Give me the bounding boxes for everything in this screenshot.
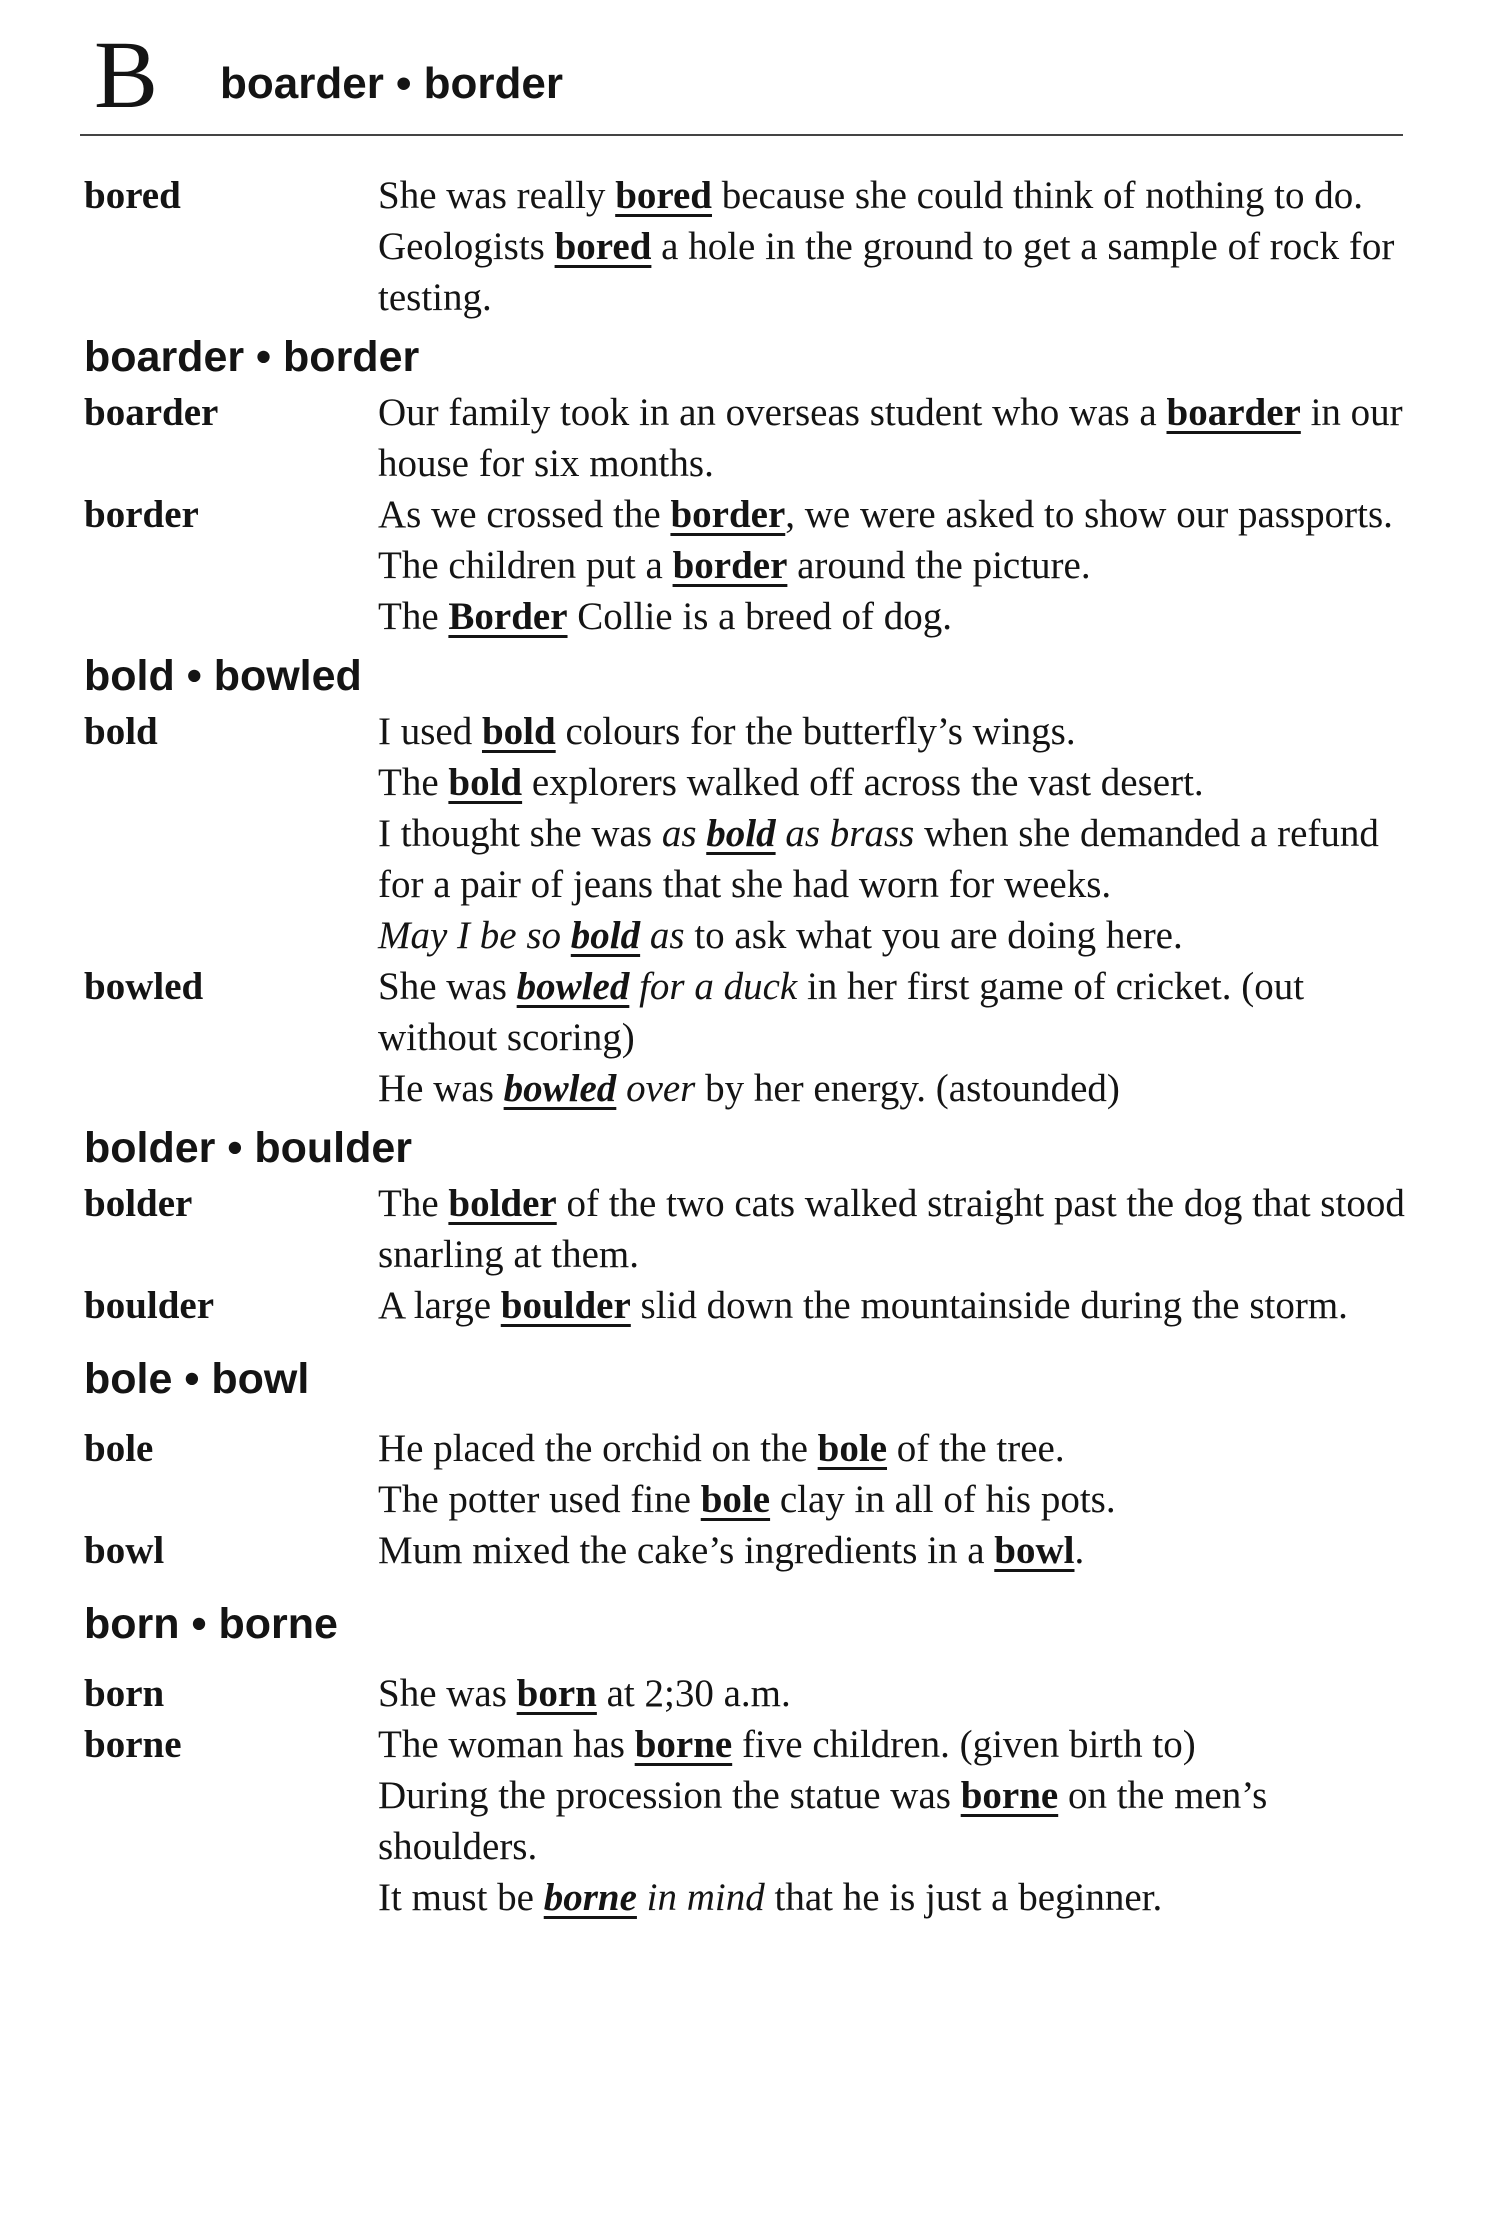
example-sentence — [378, 1280, 1414, 1331]
example-sentence — [378, 757, 1414, 808]
entry-row — [84, 961, 1414, 1114]
sentence-text: , we were asked to show our passports. — [785, 493, 1393, 536]
example-sentences — [378, 1178, 1414, 1280]
headword-highlight: bold — [481, 710, 556, 753]
sentence-text: five children. (given birth to) — [732, 1723, 1196, 1766]
sentence-text: slid down the mountainside during the storm. — [630, 1284, 1348, 1327]
sentence-text: May I be so — [378, 914, 571, 957]
headword-highlight: bored — [554, 225, 652, 268]
sentence-text: The — [378, 595, 449, 638]
sentence-text: that he is just a beginner. — [764, 1876, 1163, 1919]
entry-row — [84, 706, 1414, 961]
sentence-text: She was really — [378, 174, 616, 217]
sentence-text: The — [378, 1182, 449, 1225]
word-group — [84, 170, 1414, 323]
sentence-text: As we crossed the — [378, 493, 671, 536]
word-group — [84, 1120, 1414, 1331]
group-heading: bole • bowl — [84, 1355, 310, 1403]
entry-row — [84, 1280, 1414, 1331]
sentence-text: She was — [378, 1672, 517, 1715]
headword-highlight: bowled — [516, 965, 630, 1008]
sentence-text: During the procession the statue was — [378, 1774, 961, 1817]
sentence-text: He placed the orchid on the — [378, 1427, 818, 1470]
sentence-text: The children put a — [378, 544, 673, 587]
word-group — [84, 648, 1414, 1114]
headword-highlight: borne — [960, 1774, 1059, 1817]
sentence-text: as brass — [775, 812, 915, 855]
headword-highlight: bold — [706, 812, 776, 855]
sentence-text: Mum mixed the cake’s ingredients in a — [378, 1529, 995, 1572]
sentence-text: at 2;30 a.m. — [596, 1672, 791, 1715]
sentence-text: The potter used fine — [378, 1478, 701, 1521]
entry-word: border — [84, 493, 199, 536]
example-sentence — [378, 1872, 1414, 1923]
headword-highlight: Border — [448, 595, 568, 638]
headword-highlight: bowled — [503, 1067, 617, 1110]
sentence-text: Our family took in an overseas student who was a — [378, 391, 1167, 434]
word-group — [84, 1351, 1414, 1576]
sentence-text: It must be — [378, 1876, 544, 1919]
section-letter: B — [94, 21, 159, 128]
entries-content — [84, 170, 1414, 1923]
entry-row — [84, 170, 1414, 323]
sentence-text: by her energy. (astounded) — [695, 1067, 1120, 1110]
page-header — [90, 20, 1405, 130]
example-sentence — [378, 910, 1414, 961]
sentence-text: as — [640, 914, 685, 957]
sentence-text: She was — [378, 965, 517, 1008]
example-sentence — [378, 1770, 1414, 1872]
example-sentences — [378, 1423, 1414, 1525]
entry-word: borne — [84, 1723, 182, 1766]
example-sentence — [378, 1178, 1414, 1280]
group-heading: bold • bowled — [84, 652, 362, 700]
sentence-text: in her first game of cricket. (out without scoring) — [378, 965, 1305, 1059]
header-rule — [80, 134, 1403, 136]
entry-row — [84, 1668, 1414, 1719]
sentence-text: as — [661, 812, 707, 855]
group-heading: boarder • border — [84, 333, 420, 381]
sentence-text: Geologists — [378, 225, 555, 268]
example-sentences — [378, 1525, 1414, 1576]
sentence-text: because she could think of nothing to do. — [711, 174, 1363, 217]
entry-word: bolder — [84, 1182, 193, 1225]
example-sentence — [378, 1668, 1414, 1719]
sentence-text: in mind — [636, 1876, 765, 1919]
headword-highlight: bole — [700, 1478, 771, 1521]
headword-highlight: borne — [634, 1723, 733, 1766]
group-heading: bolder • boulder — [84, 1124, 413, 1172]
entry-row — [84, 489, 1414, 642]
sentence-text: a hole in the ground to get a sample of rock for testing. — [378, 225, 1395, 319]
sentence-text: in our house for six months. — [378, 391, 1403, 485]
headword-highlight: bole — [817, 1427, 888, 1470]
group-heading: born • borne — [84, 1600, 338, 1648]
entry-word: bole — [84, 1427, 154, 1470]
example-sentences — [378, 387, 1414, 489]
example-sentence — [378, 387, 1414, 489]
sentence-text: over — [616, 1067, 696, 1110]
entry-row — [84, 1423, 1414, 1525]
headword-highlight: border — [672, 544, 788, 587]
word-group — [84, 1596, 1414, 1923]
headword-highlight: born — [516, 1672, 597, 1715]
example-sentence — [378, 1719, 1414, 1770]
entry-word: bowl — [84, 1529, 165, 1572]
running-title: boarder • border — [220, 59, 564, 108]
sentence-text: around the picture. — [787, 544, 1091, 587]
headword-highlight: bold — [448, 761, 523, 804]
headword-highlight: boulder — [500, 1284, 631, 1327]
example-sentence — [378, 706, 1414, 757]
sentence-text: of the two cats walked straight past the dog that stood snarling at them. — [378, 1182, 1405, 1276]
entry-row — [84, 387, 1414, 489]
sentence-text: The woman has — [378, 1723, 635, 1766]
sentence-text: A large — [378, 1284, 501, 1327]
sentence-text: when she demanded a refund for a pair of jeans that she had worn for weeks. — [378, 812, 1379, 906]
sentence-text: on the men’s shoulders. — [378, 1774, 1268, 1868]
sentence-text: He was — [378, 1067, 504, 1110]
entry-word: boulder — [84, 1284, 215, 1327]
sentence-text: of the tree. — [887, 1427, 1065, 1470]
sentence-text: Collie is a breed of dog. — [567, 595, 953, 638]
sentence-text: to ask what you are doing here. — [684, 914, 1183, 957]
example-sentence — [378, 808, 1414, 910]
entry-word: boarder — [84, 391, 219, 434]
sentence-text: . — [1074, 1529, 1085, 1572]
example-sentence — [378, 1423, 1414, 1474]
entry-word: bold — [84, 710, 158, 753]
sentence-text: clay in all of his pots. — [770, 1478, 1116, 1521]
example-sentences — [378, 170, 1414, 323]
sentence-text: I used — [378, 710, 482, 753]
headword-highlight: border — [670, 493, 786, 536]
sentence-text: The — [378, 761, 449, 804]
example-sentence — [378, 591, 1414, 642]
entry-row — [84, 1525, 1414, 1576]
example-sentences — [378, 1280, 1414, 1331]
example-sentences — [378, 489, 1414, 642]
headword-highlight: bored — [615, 174, 712, 217]
example-sentence — [378, 540, 1414, 591]
headword-highlight: borne — [543, 1876, 637, 1919]
entry-word: born — [84, 1672, 165, 1715]
headword-highlight: bowl — [994, 1529, 1075, 1572]
entry-row — [84, 1719, 1414, 1923]
example-sentences — [378, 706, 1414, 961]
entry-row — [84, 1178, 1414, 1280]
example-sentence — [378, 489, 1414, 540]
sentence-text: for a duck — [629, 965, 798, 1008]
sentence-text: explorers walked off across the vast desert. — [522, 761, 1204, 804]
example-sentences — [378, 1719, 1414, 1923]
entry-word: bowled — [84, 965, 204, 1008]
headword-highlight: bolder — [448, 1182, 557, 1225]
word-group — [84, 329, 1414, 642]
sentence-text: colours for the butterfly’s wings. — [555, 710, 1076, 753]
example-sentence — [378, 1474, 1414, 1525]
example-sentence — [378, 1525, 1414, 1576]
example-sentence — [378, 221, 1414, 323]
entry-word: bored — [84, 174, 181, 217]
example-sentence — [378, 961, 1414, 1063]
example-sentences — [378, 961, 1414, 1114]
sentence-text: I thought she was — [378, 812, 662, 855]
example-sentences — [378, 1668, 1414, 1719]
example-sentence — [378, 1063, 1414, 1114]
example-sentence — [378, 170, 1414, 221]
headword-highlight: boarder — [1166, 391, 1301, 434]
headword-highlight: bold — [570, 914, 641, 957]
